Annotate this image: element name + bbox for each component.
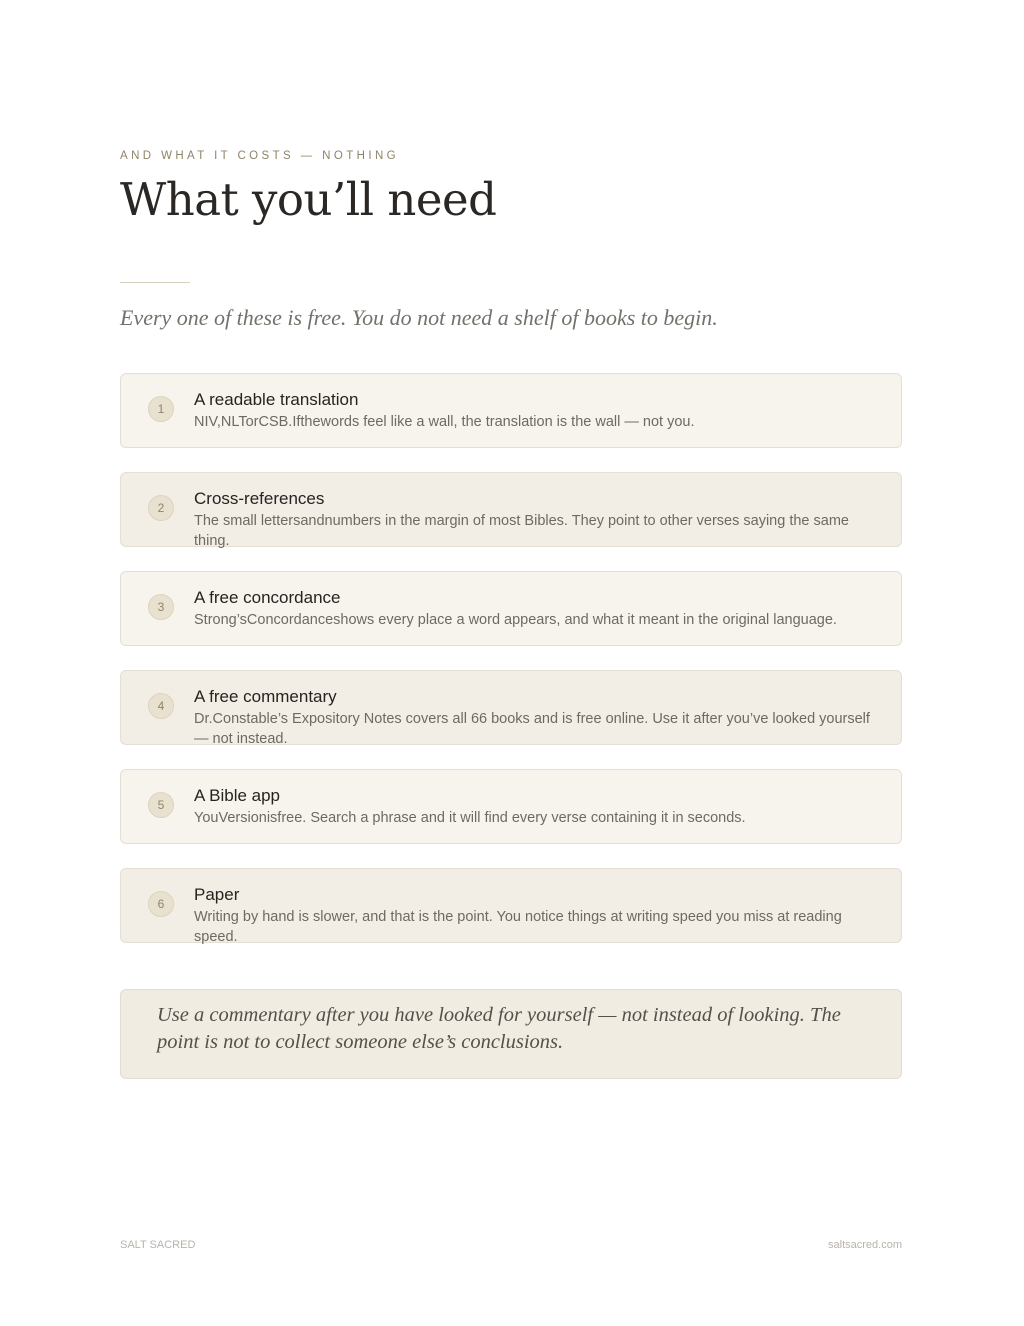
card-title: A Bible app: [194, 786, 281, 805]
resource-card-cross-references: [120, 472, 902, 547]
card-description: NIV,NLTorCSB.Ifthewords feel like a wall, the translation is the wall — not you.: [194, 414, 695, 430]
resource-card-paper: [120, 868, 902, 943]
footer-brand: SALT SACRED: [120, 1239, 196, 1251]
page: [120, 0, 904, 1326]
number-badge: 3: [148, 594, 174, 620]
callout-text: Use a commentary after you have looked for yourself — not instead of looking. The point is not to collect someone else’s conclusions.: [157, 1004, 841, 1053]
card-title: A free commentary: [194, 687, 337, 706]
resource-card-bible-app: [120, 769, 902, 844]
card-description: Writing by hand is slower, and that is the point. You notice things at writing speed you miss at reading speed.: [194, 909, 842, 945]
number-badge: 4: [148, 693, 174, 719]
number-badge: 5: [148, 792, 174, 818]
footer-url: saltsacred.com: [828, 1239, 902, 1251]
page-title: What you’ll need: [120, 173, 497, 226]
card-title: Paper: [194, 885, 240, 904]
resource-card-translation: [120, 373, 902, 448]
card-title: Cross-references: [194, 489, 325, 508]
card-title: A readable translation: [194, 390, 359, 409]
resource-card-concordance: [120, 571, 902, 646]
card-description: Strong’sConcordanceshows every place a word appears, and what it meant in the original language.: [194, 612, 837, 628]
card-description: Dr.Constable’s Expository Notes covers all 66 books and is free online. Use it after you’ve looked yourself — not instead.: [194, 711, 870, 747]
card-description: The small lettersandnumbers in the margin of most Bibles. They point to other verses saying the same thing.: [194, 513, 849, 549]
number-badge: 2: [148, 495, 174, 521]
intro-text: Every one of these is free. You do not need a shelf of books to begin.: [120, 305, 718, 330]
number-badge: 1: [148, 396, 174, 422]
number-badge: 6: [148, 891, 174, 917]
eyebrow-label: AND WHAT IT COSTS — NOTHING: [120, 150, 400, 162]
card-title: A free concordance: [194, 588, 341, 607]
callout-box: [120, 989, 902, 1079]
divider: [120, 282, 190, 283]
resource-card-commentary: [120, 670, 902, 745]
card-description: YouVersionisfree. Search a phrase and it will find every verse containing it in seconds.: [194, 810, 746, 826]
